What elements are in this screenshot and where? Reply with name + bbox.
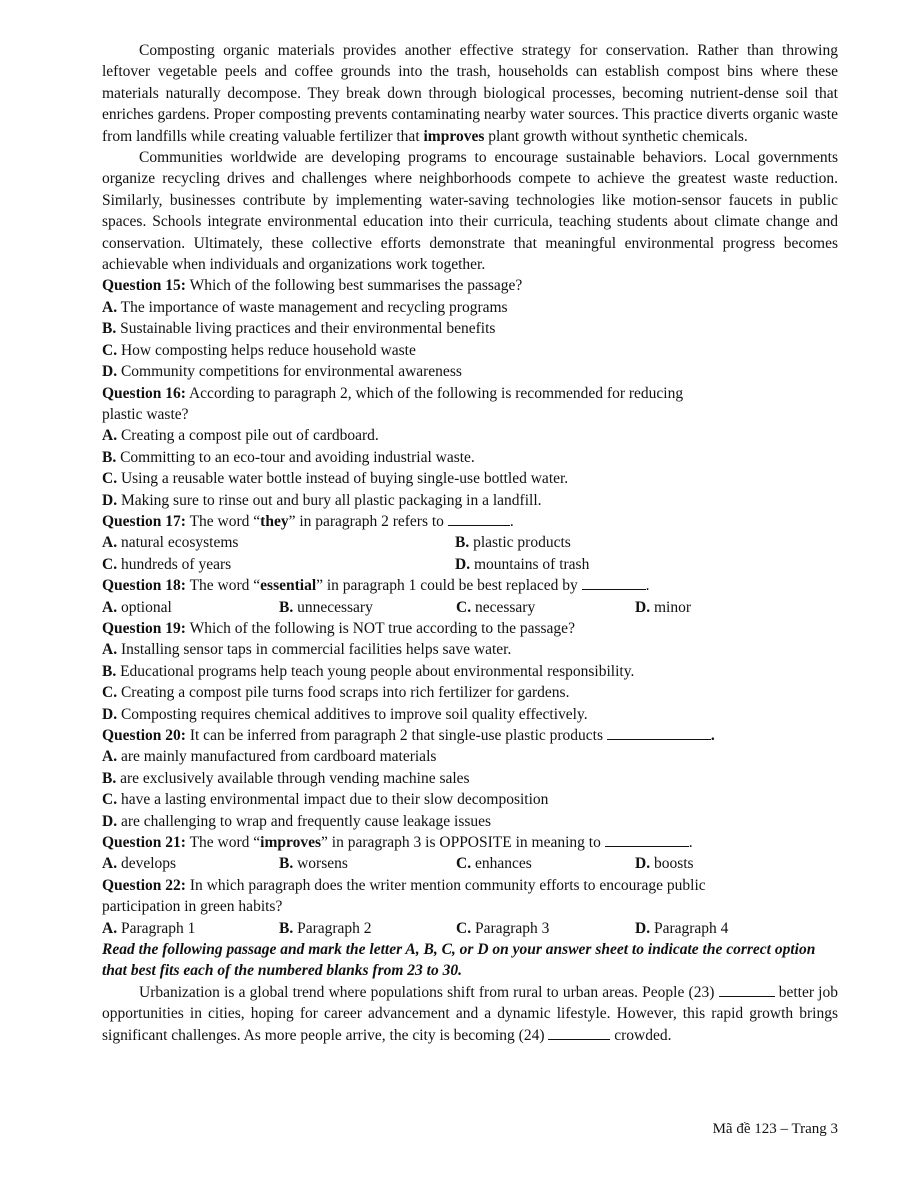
option-d[interactable]: D. Paragraph 4 (635, 919, 729, 937)
option-b[interactable]: B. unnecessary (279, 598, 373, 616)
option-a[interactable]: A. are mainly manufactured from cardboard materials (102, 748, 437, 766)
option-b[interactable]: B. are exclusively available through vending machine sales (102, 769, 470, 787)
question-17 (102, 511, 838, 575)
blank-24 (548, 1025, 610, 1040)
option-a[interactable]: A. The importance of waste management and recycling programs (102, 298, 508, 316)
option-c[interactable]: C. necessary (456, 598, 536, 616)
question-18 (102, 575, 838, 618)
answer-blank (607, 725, 711, 740)
question-stem: Question 18: The word “essential” in paragraph 1 could be best replaced by . (102, 577, 650, 595)
option-c[interactable]: C. How composting helps reduce household waste (102, 341, 416, 359)
option-d[interactable]: D. Making sure to rinse out and bury all plastic packaging in a landfill. (102, 491, 542, 509)
option-a[interactable]: A. Paragraph 1 (102, 919, 196, 937)
question-19 (102, 618, 838, 725)
option-b[interactable]: B. Sustainable living practices and their environmental benefits (102, 320, 496, 338)
passage-paragraph-4: Composting organic materials provides another effective strategy for conservation. Rather than throwing leftover vegetable peels and coffee grounds into the trash, households can establish compost bins where these materials naturally decompose. They break down through biological processes, becoming nutrient-dense soil that enriches gardens. Proper composting prevents contaminating nearby water sources. This practice diverts organic waste from landfills while creating valuable fertilizer that improves plant growth without synthetic chemicals. (102, 42, 838, 145)
question-stem: Question 22: In which paragraph does the writer mention community efforts to encourage public (102, 876, 706, 894)
highlighted-word-improves: improves (423, 127, 485, 145)
option-d[interactable]: D. Composting requires chemical additives to improve soil quality effectively. (102, 705, 588, 723)
question-stem: Question 21: The word “improves” in paragraph 3 is OPPOSITE in meaning to . (102, 834, 693, 852)
option-b[interactable]: B. worsens (279, 855, 348, 873)
option-d[interactable]: D. Community competitions for environmental awareness (102, 363, 462, 381)
option-d[interactable]: D. are challenging to wrap and frequently cause leakage issues (102, 812, 492, 830)
section-instruction: Read the following passage and mark the letter A, B, C, or D on your answer sheet to indicate the correct option that best fits each of the numbered blanks from 23 to 30. (102, 941, 816, 980)
option-a[interactable]: A. natural ecosystems (102, 534, 239, 552)
exam-page (102, 40, 838, 1046)
page-footer: Mã đề 123 – Trang 3 (712, 1121, 838, 1137)
question-stem: Question 20: It can be inferred from paragraph 2 that single-use plastic products . (102, 727, 715, 744)
question-stem-cont: participation in green habits? (102, 898, 283, 916)
option-c[interactable]: C. have a lasting environmental impact due to their slow decomposition (102, 791, 549, 809)
question-16 (102, 383, 838, 511)
option-c[interactable]: C. Creating a compost pile turns food scraps into rich fertilizer for gardens. (102, 684, 570, 702)
question-22 (102, 875, 838, 939)
question-stem: Question 17: The word “they” in paragraph 2 refers to . (102, 512, 514, 530)
option-b[interactable]: B. Paragraph 2 (279, 919, 372, 937)
option-a[interactable]: A. optional (102, 598, 172, 616)
answer-blank (605, 832, 689, 847)
blank-23 (719, 982, 775, 997)
option-a[interactable]: A. develops (102, 855, 177, 873)
option-b[interactable]: B. Committing to an eco-tour and avoiding industrial waste. (102, 448, 475, 466)
option-a[interactable]: A. Creating a compost pile out of cardboard. (102, 427, 379, 445)
option-c[interactable]: C. Using a reusable water bottle instead of buying single-use bottled water. (102, 470, 569, 488)
option-d[interactable]: D. mountains of trash (455, 555, 590, 573)
option-c[interactable]: C. Paragraph 3 (456, 919, 550, 937)
question-stem: Question 16: According to paragraph 2, which of the following is recommended for reducing (102, 384, 684, 402)
question-20 (102, 725, 838, 832)
option-c[interactable]: C. hundreds of years (102, 555, 232, 573)
option-d[interactable]: D. boosts (635, 855, 694, 873)
option-b[interactable]: B. plastic products (455, 534, 571, 552)
question-15 (102, 275, 838, 382)
question-stem: Question 19: Which of the following is NOT true according to the passage? (102, 619, 575, 637)
question-stem-cont: plastic waste? (102, 405, 189, 423)
answer-blank (582, 575, 646, 590)
answer-blank (448, 511, 510, 526)
passage-2-paragraph-1: Urbanization is a global trend where populations shift from rural to urban areas. People (23) better job opportunities in cities, hoping for career advancement and a dynamic lifestyle. However, this rapid growth brings significant challenges. As more people arrive, the city is becoming (24) crowded. (102, 983, 838, 1044)
question-21 (102, 832, 838, 875)
option-b[interactable]: B. Educational programs help teach young people about environmental responsibility. (102, 662, 635, 680)
option-c[interactable]: C. enhances (456, 855, 532, 873)
option-a[interactable]: A. Installing sensor taps in commercial facilities helps save water. (102, 641, 512, 659)
option-d[interactable]: D. minor (635, 598, 691, 616)
passage-paragraph-5: Communities worldwide are developing programs to encourage sustainable behaviors. Local governments organize recycling drives and challenges where neighborhoods compete to achieve the greatest waste reduction. Similarly, businesses contribute by implementing water-saving technologies like motion-sensor faucets in public spaces. Schools integrate environmental education into their curricula, teaching students about climate change and conservation. Ultimately, these collective efforts demonstrate that meaningful environmental progress becomes achievable when individuals and organizations work together. (102, 149, 838, 274)
question-stem: Question 15: Which of the following best summarises the passage? (102, 277, 523, 295)
